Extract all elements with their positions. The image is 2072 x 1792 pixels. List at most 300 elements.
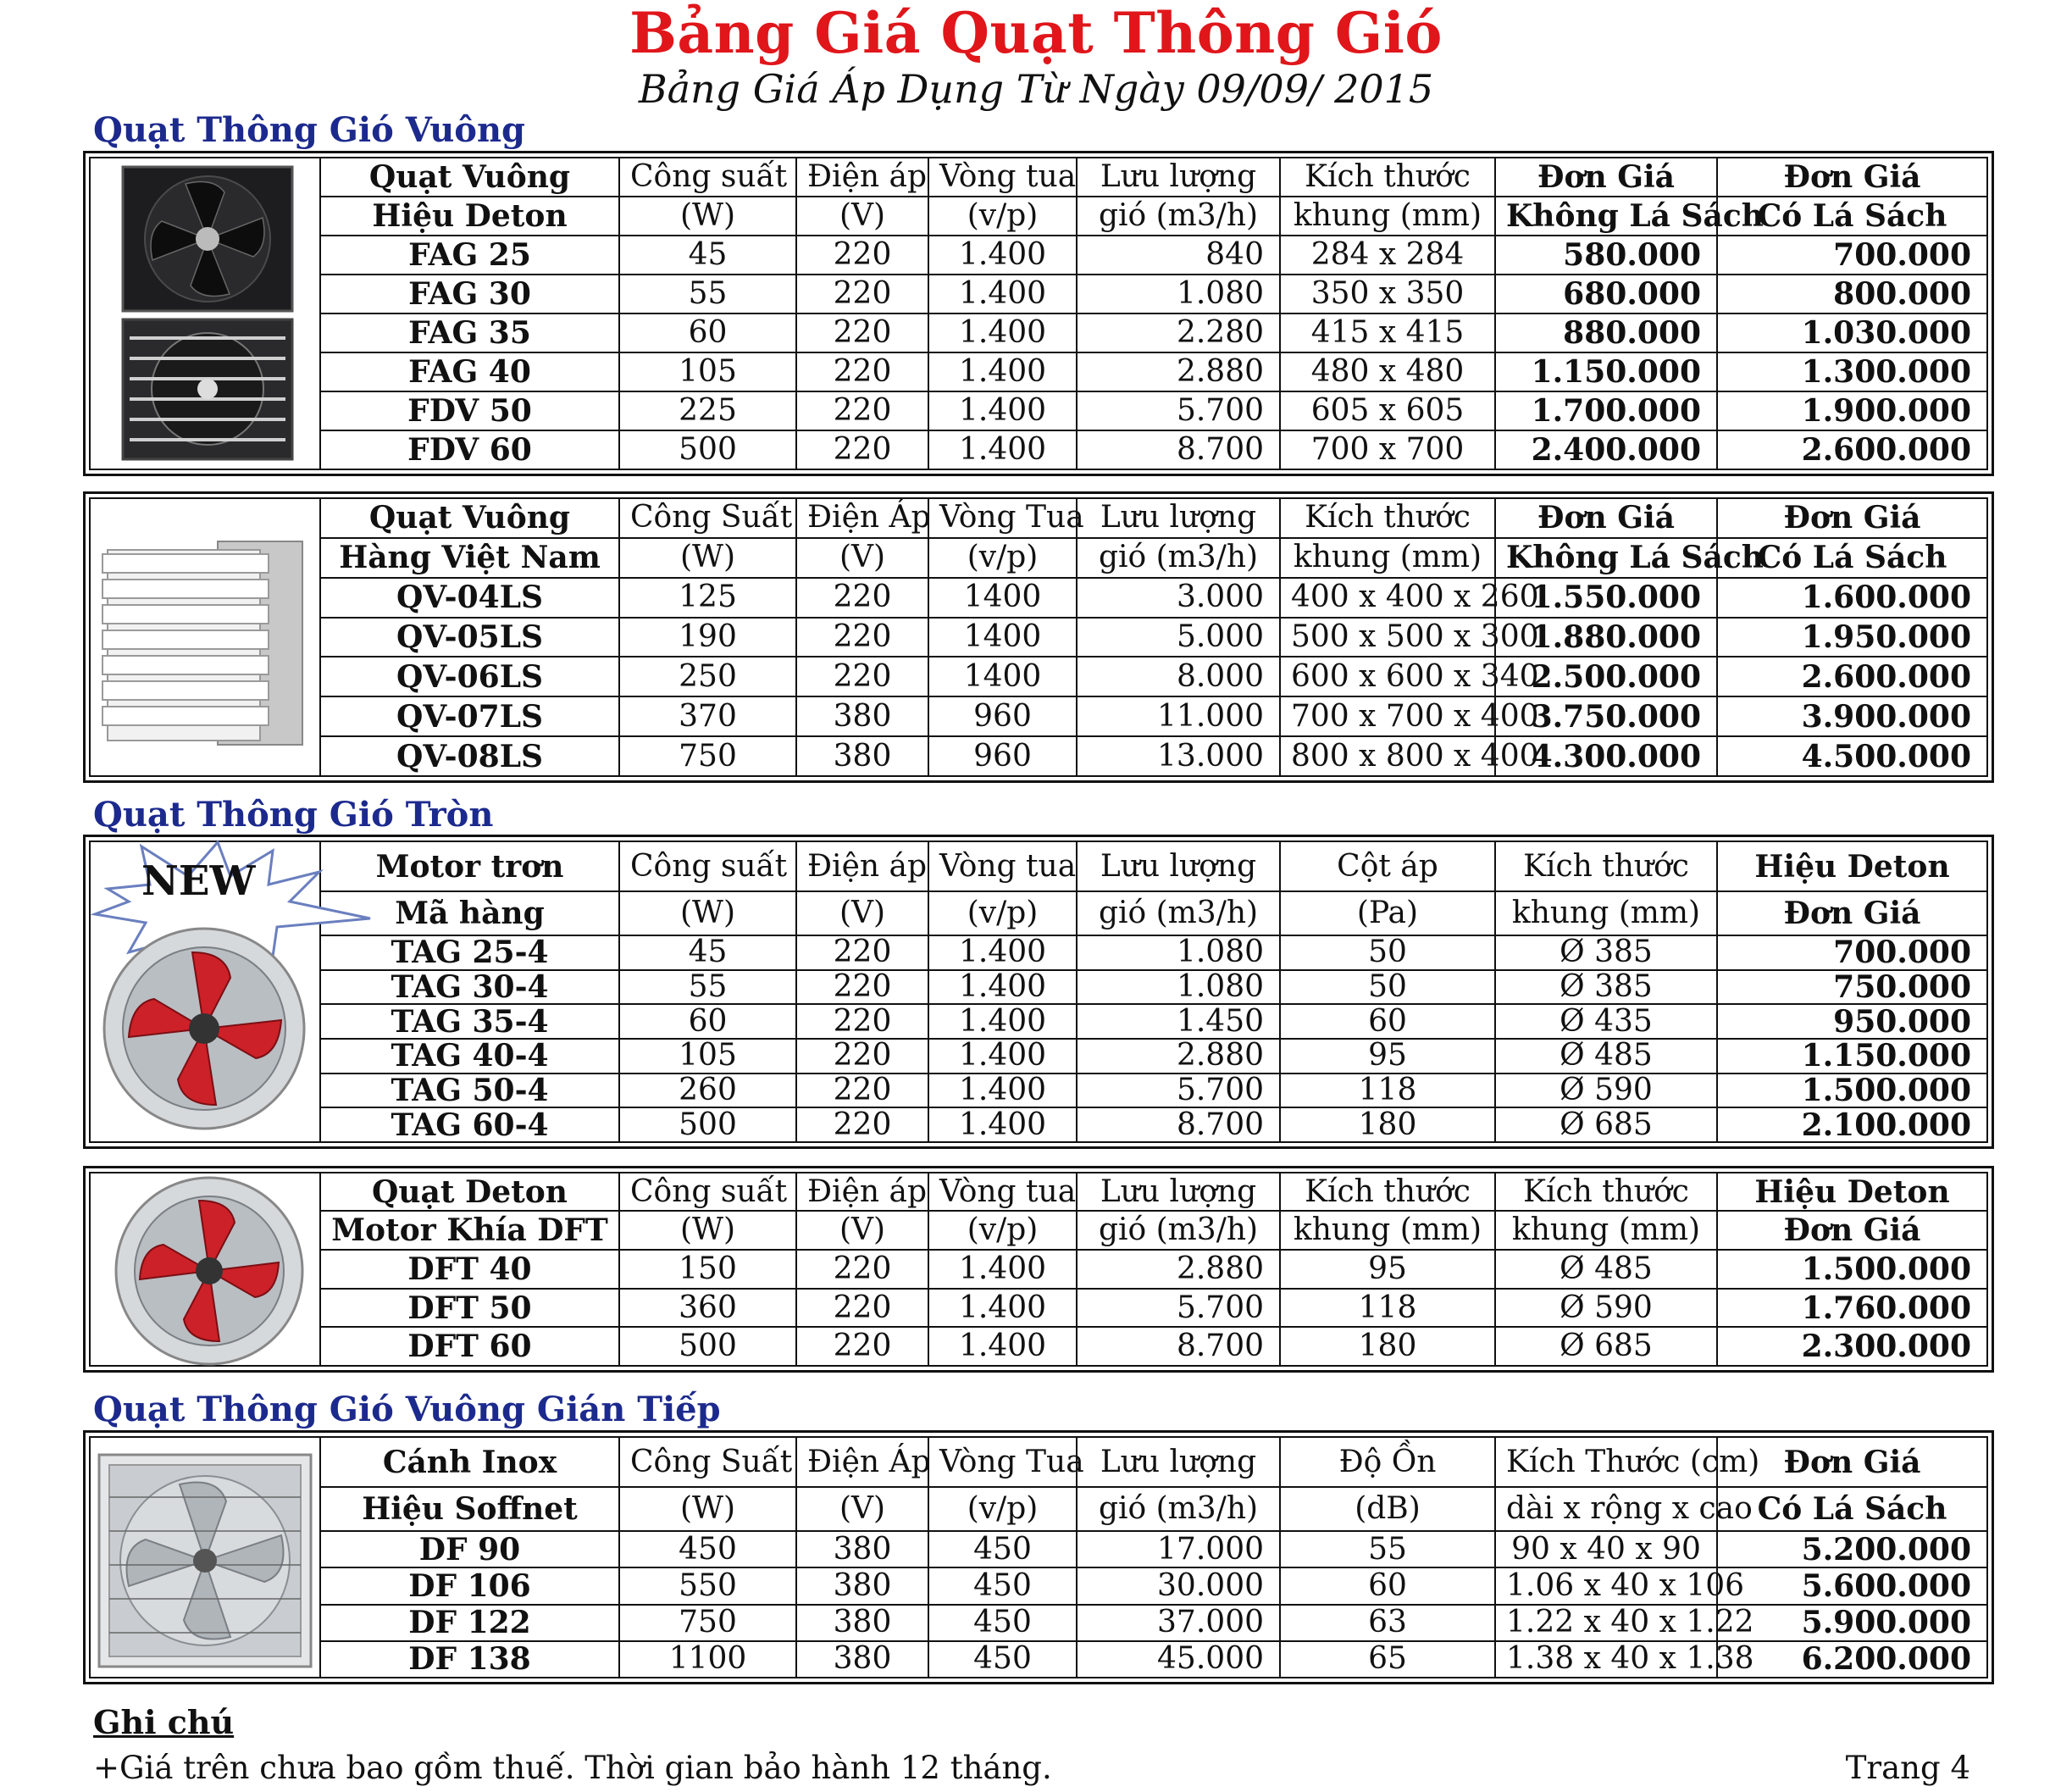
model-cell: FAG 30: [321, 275, 619, 313]
model-cell: DFT 50: [321, 1289, 619, 1328]
col-header-price-no-louver: Đơn Giá: [1495, 499, 1717, 538]
col-subheader-louver: Có Lá Sách: [1717, 197, 1986, 236]
model-cell: TAG 40-4: [321, 1039, 619, 1074]
price-cell: 1.550.000: [1495, 578, 1717, 618]
noise-cell: 63: [1280, 1605, 1495, 1641]
table-subheader-row: [321, 197, 1986, 236]
noise-cell: 60: [1280, 1567, 1495, 1604]
speed-cell: 1.400: [928, 1107, 1077, 1141]
price-cell: 1.150.000: [1717, 1039, 1986, 1074]
power-cell: 360: [619, 1289, 796, 1328]
size-cell: Ø 685: [1495, 1107, 1717, 1141]
col-subheader-unit: gió (m3/h): [1077, 1211, 1280, 1250]
col-subheader-unit: gió (m3/h): [1077, 197, 1280, 236]
col-header-price: Đơn Giá: [1717, 1438, 1986, 1487]
col-subheader-no-louver: Không Lá Sách: [1495, 197, 1717, 236]
model-cell: TAG 50-4: [321, 1074, 619, 1108]
col-subheader-louver: Có Lá Sách: [1717, 1487, 1986, 1531]
table-subheader-row: [321, 1487, 1986, 1531]
col-header-voltage: Điện Áp: [796, 1438, 928, 1487]
pressure-cell: 95: [1280, 1039, 1495, 1074]
size-cell: 350 x 350: [1280, 275, 1495, 313]
size-cell: 118: [1280, 1289, 1495, 1328]
voltage-cell: 220: [796, 1039, 928, 1074]
model-cell: FAG 35: [321, 313, 619, 352]
speed-cell: 1.400: [928, 1004, 1077, 1039]
col-subheader-unit: (W): [619, 891, 796, 935]
price-table-dft: [83, 1166, 1994, 1373]
dimensions-cell: 90 x 40 x 90: [1495, 1531, 1717, 1567]
speed-cell: 1.400: [928, 935, 1077, 970]
col-header-pressure: Cột áp: [1280, 842, 1495, 891]
col-subheader-brand: Hiệu Deton: [321, 197, 619, 236]
table-subheader-row: [321, 538, 1986, 578]
col-subheader-price: Đơn Giá: [1717, 891, 1986, 935]
col-header-size: Kích thước: [1280, 158, 1495, 197]
power-cell: 190: [619, 618, 796, 657]
voltage-cell: 380: [796, 736, 928, 775]
table-row: [321, 696, 1986, 736]
col-subheader-unit: khung (mm): [1495, 1211, 1717, 1250]
table-row: [321, 970, 1986, 1005]
col-header-voltage: Điện áp: [796, 842, 928, 891]
size-cell: 700 x 700 x 400: [1280, 696, 1495, 736]
table-header-row: [321, 1173, 1986, 1211]
pressure-cell: 118: [1280, 1074, 1495, 1108]
col-header-brand: Hiệu Deton: [1717, 842, 1986, 891]
price-table-tag: [83, 835, 1994, 1149]
table-row: [321, 935, 1986, 970]
col-subheader-unit: (v/p): [928, 1487, 1077, 1531]
power-cell: 45: [619, 935, 796, 970]
col-subheader-brand: Hiệu Soffnet: [321, 1487, 619, 1531]
model-cell: DF 106: [321, 1567, 619, 1604]
table-row: [321, 1605, 1986, 1641]
table-row: [321, 352, 1986, 391]
price-cell: 2.400.000: [1495, 430, 1717, 469]
airflow-cell: 3.000: [1077, 578, 1280, 618]
col-header-speed: Vòng Tua: [928, 1438, 1077, 1487]
col-subheader-unit: (W): [619, 1487, 796, 1531]
size-cell: Ø 590: [1495, 1289, 1717, 1328]
pressure-cell: 180: [1280, 1107, 1495, 1141]
col-header-model: Quạt Vuông: [321, 158, 619, 197]
price-cell: 5.900.000: [1717, 1605, 1986, 1641]
price-cell: 1.300.000: [1717, 352, 1986, 391]
table-row: [321, 736, 1986, 775]
col-subheader-unit: gió (m3/h): [1077, 538, 1280, 578]
price-cell: 700.000: [1717, 935, 1986, 970]
price-cell: 1.030.000: [1717, 313, 1986, 352]
size-cell: 605 x 605: [1280, 391, 1495, 430]
col-subheader-unit: (v/p): [928, 197, 1077, 236]
section-heading-tron: Quạt Thông Gió Tròn: [93, 795, 494, 835]
table-subheader-row: [321, 891, 1986, 935]
price-cell: 5.600.000: [1717, 1567, 1986, 1604]
model-cell: QV-08LS: [321, 736, 619, 775]
price-cell: 950.000: [1717, 1004, 1986, 1039]
speed-cell: 450: [928, 1605, 1077, 1641]
price-cell: 1.600.000: [1717, 578, 1986, 618]
airflow-cell: 2.280: [1077, 313, 1280, 352]
airflow-cell: 45.000: [1077, 1641, 1280, 1677]
speed-cell: 1.400: [928, 313, 1077, 352]
table-row: [321, 1289, 1986, 1328]
col-header-power: Công Suất: [619, 1438, 796, 1487]
airflow-cell: 5.700: [1077, 1074, 1280, 1108]
col-subheader-unit: (V): [796, 1487, 928, 1531]
price-cell: 580.000: [1495, 236, 1717, 275]
table-row: [321, 1039, 1986, 1074]
col-header-power: Công Suất: [619, 499, 796, 538]
round-fan-image: [91, 842, 321, 1141]
speed-cell: 1.400: [928, 236, 1077, 275]
model-cell: TAG 60-4: [321, 1107, 619, 1141]
table-header-row: [321, 1438, 1986, 1487]
speed-cell: 1.400: [928, 1250, 1077, 1289]
airflow-cell: 840: [1077, 236, 1280, 275]
table-row: [321, 1641, 1986, 1677]
voltage-cell: 220: [796, 313, 928, 352]
table-row: [321, 275, 1986, 313]
col-subheader-unit: gió (m3/h): [1077, 1487, 1280, 1531]
power-cell: 1100: [619, 1641, 796, 1677]
col-header-size: Kích thước: [1495, 842, 1717, 891]
col-header-speed: Vòng tua: [928, 842, 1077, 891]
size-cell: Ø 485: [1495, 1250, 1717, 1289]
col-subheader-louver: Có Lá Sách: [1717, 538, 1986, 578]
power-cell: 150: [619, 1250, 796, 1289]
voltage-cell: 220: [796, 1327, 928, 1365]
power-cell: 550: [619, 1567, 796, 1604]
col-header-blade: Cánh Inox: [321, 1438, 619, 1487]
col-header-size: Kích thước: [1495, 1173, 1717, 1211]
speed-cell: 1.400: [928, 1327, 1077, 1365]
table-row: [321, 1327, 1986, 1365]
speed-cell: 450: [928, 1531, 1077, 1567]
col-header-power: Công suất: [619, 1173, 796, 1211]
table-header-row: [321, 842, 1986, 891]
power-cell: 260: [619, 1074, 796, 1108]
col-header-size: Kích thước: [1280, 1173, 1495, 1211]
airflow-cell: 17.000: [1077, 1531, 1280, 1567]
speed-cell: 1400: [928, 578, 1077, 618]
table-row: [321, 1567, 1986, 1604]
col-subheader-motor: Motor Khía DFT: [321, 1211, 619, 1250]
size-cell: Ø 385: [1495, 970, 1717, 1005]
col-subheader-unit: (W): [619, 538, 796, 578]
airflow-cell: 8.000: [1077, 657, 1280, 696]
price-cell: 1.880.000: [1495, 618, 1717, 657]
airflow-cell: 5.700: [1077, 391, 1280, 430]
price-cell: 1.700.000: [1495, 391, 1717, 430]
price-cell: 2.300.000: [1717, 1327, 1986, 1365]
price-cell: 4.300.000: [1495, 736, 1717, 775]
size-cell: 500 x 500 x 300: [1280, 618, 1495, 657]
price-cell: 1.900.000: [1717, 391, 1986, 430]
voltage-cell: 220: [796, 618, 928, 657]
airflow-cell: 2.880: [1077, 1039, 1280, 1074]
industrial-fan-image: [91, 1438, 321, 1677]
price-table-df: [83, 1430, 1994, 1684]
col-header-voltage: Điện áp: [796, 1173, 928, 1211]
voltage-cell: 380: [796, 1605, 928, 1641]
price-cell: 1.500.000: [1717, 1250, 1986, 1289]
price-cell: 2.500.000: [1495, 657, 1717, 696]
price-cell: 1.150.000: [1495, 352, 1717, 391]
col-subheader-unit: (W): [619, 197, 796, 236]
price-table-qv: [83, 491, 1994, 783]
speed-cell: 1.400: [928, 275, 1077, 313]
section-heading-gian-tiep: Quạt Thông Gió Vuông Gián Tiếp: [93, 1390, 721, 1429]
price-cell: 880.000: [1495, 313, 1717, 352]
voltage-cell: 380: [796, 696, 928, 736]
pressure-cell: 50: [1280, 935, 1495, 970]
airflow-cell: 1.080: [1077, 935, 1280, 970]
speed-cell: 960: [928, 736, 1077, 775]
col-subheader-brand: Hàng Việt Nam: [321, 538, 619, 578]
price-cell: 1.760.000: [1717, 1289, 1986, 1328]
speed-cell: 1.400: [928, 391, 1077, 430]
price-cell: 2.600.000: [1717, 430, 1986, 469]
table-row: [321, 1250, 1986, 1289]
voltage-cell: 220: [796, 1289, 928, 1328]
size-cell: Ø 485: [1495, 1039, 1717, 1074]
price-cell: 700.000: [1717, 236, 1986, 275]
table-row: [321, 657, 1986, 696]
price-table-fag: [83, 151, 1994, 476]
voltage-cell: 380: [796, 1531, 928, 1567]
col-header-speed: Vòng Tua: [928, 499, 1077, 538]
col-header-dimensions: Kích Thước (cm): [1495, 1438, 1717, 1487]
size-cell: 415 x 415: [1280, 313, 1495, 352]
square-fan-image: [91, 158, 321, 469]
table-row: [321, 1074, 1986, 1108]
size-cell: 600 x 600 x 340: [1280, 657, 1495, 696]
col-subheader-price: Đơn Giá: [1717, 1211, 1986, 1250]
airflow-cell: 1.080: [1077, 970, 1280, 1005]
size-cell: 400 x 400 x 260: [1280, 578, 1495, 618]
price-cell: 2.100.000: [1717, 1107, 1986, 1141]
power-cell: 450: [619, 1531, 796, 1567]
power-cell: 500: [619, 430, 796, 469]
power-cell: 225: [619, 391, 796, 430]
speed-cell: 1.400: [928, 970, 1077, 1005]
col-subheader-unit: khung (mm): [1495, 891, 1717, 935]
table-row: [321, 1004, 1986, 1039]
col-subheader-unit: (W): [619, 1211, 796, 1250]
page-title: Bảng Giá Quạt Thông Gió: [629, 0, 1443, 66]
airflow-cell: 11.000: [1077, 696, 1280, 736]
col-subheader-unit: dài x rộng x cao: [1495, 1487, 1717, 1531]
airflow-cell: 30.000: [1077, 1567, 1280, 1604]
col-header-speed: Vòng tua: [928, 1173, 1077, 1211]
col-subheader-unit: (V): [796, 891, 928, 935]
col-header-motor: Motor trơn: [321, 842, 619, 891]
power-cell: 105: [619, 352, 796, 391]
power-cell: 60: [619, 313, 796, 352]
col-header-airflow: Lưu lượng: [1077, 1438, 1280, 1487]
model-cell: TAG 30-4: [321, 970, 619, 1005]
power-cell: 500: [619, 1107, 796, 1141]
airflow-cell: 1.080: [1077, 275, 1280, 313]
model-cell: DFT 40: [321, 1250, 619, 1289]
table-subheader-row: [321, 1211, 1986, 1250]
col-header-model: Quạt Vuông: [321, 499, 619, 538]
model-cell: TAG 25-4: [321, 935, 619, 970]
col-header-airflow: Lưu lượng: [1077, 1173, 1280, 1211]
model-cell: DF 138: [321, 1641, 619, 1677]
page-subtitle: Bảng Giá Áp Dụng Từ Ngày 09/09/ 2015: [638, 66, 1434, 112]
col-header-price-louver: Đơn Giá: [1717, 499, 1986, 538]
size-cell: 284 x 284: [1280, 236, 1495, 275]
price-cell: 6.200.000: [1717, 1641, 1986, 1677]
table-row: [321, 236, 1986, 275]
col-subheader-unit: (v/p): [928, 891, 1077, 935]
voltage-cell: 220: [796, 970, 928, 1005]
notes-title: Ghi chú: [93, 1703, 235, 1741]
col-header-noise: Độ Ồn: [1280, 1438, 1495, 1487]
col-header-airflow: Lưu lượng: [1077, 842, 1280, 891]
voltage-cell: 380: [796, 1641, 928, 1677]
model-cell: FAG 25: [321, 236, 619, 275]
model-cell: FDV 60: [321, 430, 619, 469]
noise-cell: 55: [1280, 1531, 1495, 1567]
model-cell: DF 122: [321, 1605, 619, 1641]
airflow-cell: 1.450: [1077, 1004, 1280, 1039]
section-heading-vuong: Quạt Thông Gió Vuông: [93, 110, 525, 150]
price-cell: 750.000: [1717, 970, 1986, 1005]
col-subheader-unit: khung (mm): [1280, 538, 1495, 578]
price-cell: 3.750.000: [1495, 696, 1717, 736]
speed-cell: 1.400: [928, 1074, 1077, 1108]
power-cell: 105: [619, 1039, 796, 1074]
airflow-cell: 5.700: [1077, 1289, 1280, 1328]
table-row: [321, 618, 1986, 657]
col-header-brand: Hiệu Deton: [1717, 1173, 1986, 1211]
voltage-cell: 220: [796, 391, 928, 430]
col-subheader-unit: (v/p): [928, 1211, 1077, 1250]
col-header-airflow: Lưu lượng: [1077, 499, 1280, 538]
size-cell: Ø 435: [1495, 1004, 1717, 1039]
price-cell: 800.000: [1717, 275, 1986, 313]
col-header-voltage: Điện Áp: [796, 499, 928, 538]
voltage-cell: 220: [796, 1107, 928, 1141]
col-subheader-no-louver: Không Lá Sách: [1495, 538, 1717, 578]
airflow-cell: 8.700: [1077, 1327, 1280, 1365]
power-cell: 60: [619, 1004, 796, 1039]
dimensions-cell: 1.06 x 40 x 106: [1495, 1567, 1717, 1604]
model-cell: QV-07LS: [321, 696, 619, 736]
power-cell: 250: [619, 657, 796, 696]
model-cell: QV-05LS: [321, 618, 619, 657]
table-row: [321, 1107, 1986, 1141]
pressure-cell: 50: [1280, 970, 1495, 1005]
price-cell: 3.900.000: [1717, 696, 1986, 736]
notes-text: +Giá trên chưa bao gồm thuế. Thời gian bảo hành 12 tháng.: [93, 1750, 1052, 1786]
model-cell: TAG 35-4: [321, 1004, 619, 1039]
col-subheader-unit: (V): [796, 1211, 928, 1250]
voltage-cell: 220: [796, 352, 928, 391]
power-cell: 125: [619, 578, 796, 618]
price-cell: 1.500.000: [1717, 1074, 1986, 1108]
model-cell: DFT 60: [321, 1327, 619, 1365]
table-header-row: [321, 158, 1986, 197]
noise-cell: 65: [1280, 1641, 1495, 1677]
voltage-cell: 220: [796, 275, 928, 313]
power-cell: 750: [619, 736, 796, 775]
table-header-row: [321, 499, 1986, 538]
col-subheader-unit: (v/p): [928, 538, 1077, 578]
power-cell: 500: [619, 1327, 796, 1365]
col-subheader-unit: (V): [796, 538, 928, 578]
size-cell: Ø 590: [1495, 1074, 1717, 1108]
voltage-cell: 220: [796, 1004, 928, 1039]
size-cell: 800 x 800 x 400: [1280, 736, 1495, 775]
col-subheader-unit: (dB): [1280, 1487, 1495, 1531]
speed-cell: 1400: [928, 618, 1077, 657]
col-subheader-unit: (Pa): [1280, 891, 1495, 935]
price-cell: 2.600.000: [1717, 657, 1986, 696]
page-number: Trang 4: [1845, 1750, 1970, 1786]
table-row: [321, 578, 1986, 618]
col-subheader-unit: gió (m3/h): [1077, 891, 1280, 935]
airflow-cell: 2.880: [1077, 1250, 1280, 1289]
power-cell: 370: [619, 696, 796, 736]
voltage-cell: 220: [796, 935, 928, 970]
price-cell: 4.500.000: [1717, 736, 1986, 775]
speed-cell: 960: [928, 696, 1077, 736]
col-header-airflow: Lưu lượng: [1077, 158, 1280, 197]
pressure-cell: 60: [1280, 1004, 1495, 1039]
speed-cell: 450: [928, 1641, 1077, 1677]
power-cell: 55: [619, 970, 796, 1005]
col-header-price-louver: Đơn Giá: [1717, 158, 1986, 197]
table-row: [321, 313, 1986, 352]
airflow-cell: 8.700: [1077, 1107, 1280, 1141]
size-cell: 95: [1280, 1250, 1495, 1289]
size-cell: Ø 685: [1495, 1327, 1717, 1365]
model-cell: FAG 40: [321, 352, 619, 391]
power-cell: 750: [619, 1605, 796, 1641]
voltage-cell: 220: [796, 578, 928, 618]
speed-cell: 1.400: [928, 430, 1077, 469]
round-fan-dft-image: [91, 1173, 321, 1365]
speed-cell: 1400: [928, 657, 1077, 696]
col-header-voltage: Điện áp: [796, 158, 928, 197]
model-cell: QV-04LS: [321, 578, 619, 618]
col-header-speed: Vòng tua: [928, 158, 1077, 197]
size-cell: Ø 385: [1495, 935, 1717, 970]
voltage-cell: 220: [796, 657, 928, 696]
col-subheader-unit: khung (mm): [1280, 1211, 1495, 1250]
price-cell: 1.950.000: [1717, 618, 1986, 657]
size-cell: 480 x 480: [1280, 352, 1495, 391]
speed-cell: 1.400: [928, 1289, 1077, 1328]
power-cell: 55: [619, 275, 796, 313]
col-header-power: Công suất: [619, 158, 796, 197]
voltage-cell: 380: [796, 1567, 928, 1604]
size-cell: 700 x 700: [1280, 430, 1495, 469]
voltage-cell: 220: [796, 236, 928, 275]
col-header-power: Công suất: [619, 842, 796, 891]
voltage-cell: 220: [796, 430, 928, 469]
dimensions-cell: 1.38 x 40 x 1.38: [1495, 1641, 1717, 1677]
voltage-cell: 220: [796, 1074, 928, 1108]
model-cell: FDV 50: [321, 391, 619, 430]
size-cell: 180: [1280, 1327, 1495, 1365]
speed-cell: 1.400: [928, 352, 1077, 391]
